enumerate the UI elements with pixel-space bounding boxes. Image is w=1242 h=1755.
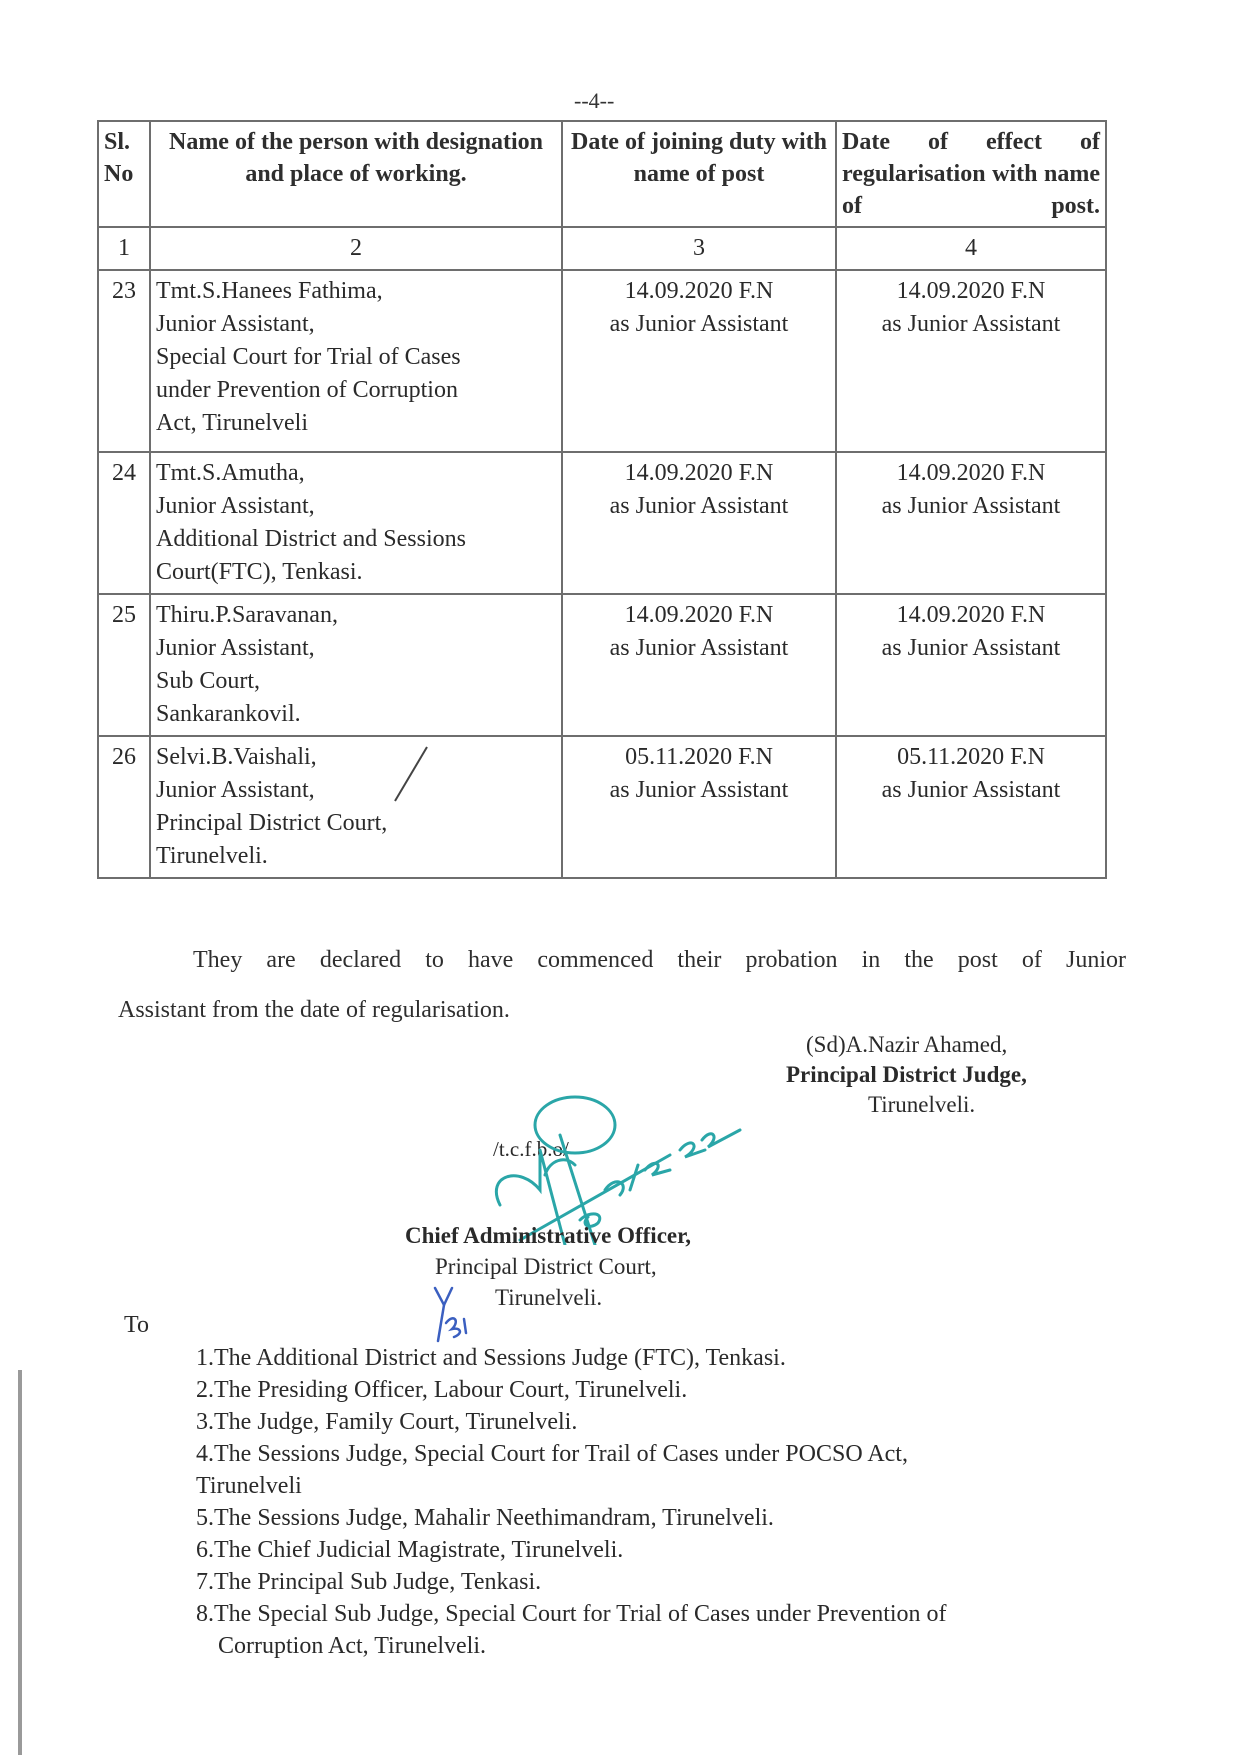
joining-post: as Junior Assistant	[609, 493, 789, 519]
judge-title: Principal District Judge,	[786, 1062, 1027, 1087]
table-row	[98, 736, 1106, 878]
to-label: To	[124, 1312, 149, 1338]
joining-date: 05.11.2020 F.N	[625, 744, 773, 770]
person-name: Thiru.P.Saravanan,	[156, 602, 338, 628]
joining-cell	[562, 736, 836, 878]
workplace-line: Act, Tirunelveli	[156, 410, 309, 436]
scan-edge-mark	[18, 1370, 22, 1755]
person-details	[150, 736, 562, 878]
recipient-text: 1.The Additional District and Sessions Judge (FTC), Tenkasi.	[196, 1345, 786, 1371]
recipient-text: 4.The Sessions Judge, Special Court for Trail of Cases under POCSO Act,	[196, 1441, 908, 1467]
judge-signature-block	[786, 1030, 1086, 1120]
regularisation-post: as Junior Assistant	[881, 777, 1061, 803]
regularisation-cell	[836, 452, 1106, 594]
designation: Junior Assistant,	[156, 635, 315, 661]
header-regularisation-date: Date of effect of regularisation with name of post.	[836, 121, 1106, 227]
regularisation-date: 05.11.2020 F.N	[897, 744, 1045, 770]
workplace-line: Special Court for Trial of Cases	[156, 344, 461, 370]
workplace-line: under Prevention of Corruption	[156, 377, 458, 403]
list-item	[196, 1342, 1096, 1374]
list-item	[196, 1406, 1096, 1438]
tick-mark-icon	[391, 745, 431, 805]
serial-number: 25	[98, 594, 150, 736]
joining-cell	[562, 594, 836, 736]
regularisation-cell	[836, 270, 1106, 452]
judge-name: (Sd)A.Nazir Ahamed,	[806, 1032, 1008, 1057]
header-name: Name of the person with designation and place of working.	[150, 121, 562, 227]
joining-post: as Junior Assistant	[609, 635, 789, 661]
officer-title: Chief Administrative Officer,	[405, 1223, 691, 1248]
joining-post: as Junior Assistant	[609, 311, 789, 337]
workplace-line: Tirunelveli.	[156, 843, 268, 869]
regularisation-cell	[836, 736, 1106, 878]
recipient-text-continued: Tirunelveli	[196, 1473, 302, 1499]
regularisation-date: 14.09.2020 F.N	[896, 460, 1046, 486]
table-row	[98, 594, 1106, 736]
recipient-text: 5.The Sessions Judge, Mahalir Neethimandram, Tirunelveli.	[196, 1505, 774, 1531]
joining-cell	[562, 270, 836, 452]
officer-place: Tirunelveli.	[495, 1285, 603, 1310]
list-item	[196, 1438, 1096, 1502]
list-item	[196, 1534, 1096, 1566]
recipient-text: 7.The Principal Sub Judge, Tenkasi.	[196, 1569, 542, 1595]
table-row	[98, 452, 1106, 594]
serial-number: 26	[98, 736, 150, 878]
workplace-line: Sankarankovil.	[156, 701, 301, 727]
list-item	[196, 1598, 1096, 1662]
recipient-text: 2.The Presiding Officer, Labour Court, Tirunelveli.	[196, 1377, 688, 1403]
designation: Junior Assistant,	[156, 777, 315, 803]
person-name: Tmt.S.Amutha,	[156, 460, 305, 486]
declaration-line-1: They are declared to have commenced their probation in the post of Junior	[193, 947, 1126, 973]
joining-post: as Junior Assistant	[609, 777, 789, 803]
person-name: Selvi.B.Vaishali,	[156, 744, 317, 770]
regularisation-cell	[836, 594, 1106, 736]
column-number: 4	[836, 227, 1106, 270]
person-details	[150, 452, 562, 594]
regularisation-post: as Junior Assistant	[881, 311, 1061, 337]
workplace-line: Additional District and Sessions	[156, 526, 466, 552]
workplace-line: Sub Court,	[156, 668, 261, 694]
header-sl-no: Sl. No	[98, 121, 150, 227]
joining-cell	[562, 452, 836, 594]
recipient-text: 8.The Special Sub Judge, Special Court for Trial of Cases under Prevention of	[196, 1601, 947, 1627]
joining-date: 14.09.2020 F.N	[624, 278, 774, 304]
designation: Junior Assistant,	[156, 311, 315, 337]
declaration-line-2: Assistant from the date of regularisation.	[118, 997, 510, 1023]
column-number: 1	[98, 227, 150, 270]
column-number-row	[98, 227, 1106, 270]
list-item	[196, 1502, 1096, 1534]
recipient-text: 3.The Judge, Family Court, Tirunelveli.	[196, 1409, 578, 1435]
officer-court: Principal District Court,	[435, 1254, 657, 1279]
person-details	[150, 270, 562, 452]
page-number: --4--	[574, 88, 615, 113]
list-item	[196, 1374, 1096, 1406]
designation: Junior Assistant,	[156, 493, 315, 519]
regularisation-table	[97, 120, 1107, 879]
recipient-text-continued: Corruption Act, Tirunelveli.	[218, 1633, 487, 1659]
column-number: 3	[562, 227, 836, 270]
list-item	[196, 1566, 1096, 1598]
person-details	[150, 594, 562, 736]
judge-place: Tirunelveli.	[868, 1092, 976, 1117]
regularisation-post: as Junior Assistant	[881, 493, 1061, 519]
recipients-list	[196, 1342, 1096, 1662]
regularisation-post: as Junior Assistant	[881, 635, 1061, 661]
header-joining-date: Date of joining duty with name of post	[562, 121, 836, 227]
declaration-paragraph	[118, 935, 1126, 1035]
joining-date: 14.09.2020 F.N	[624, 460, 774, 486]
serial-number: 24	[98, 452, 150, 594]
regularisation-date: 14.09.2020 F.N	[896, 602, 1046, 628]
recipient-text: 6.The Chief Judicial Magistrate, Tirunelveli.	[196, 1537, 624, 1563]
regularisation-date: 14.09.2020 F.N	[896, 278, 1046, 304]
column-number: 2	[150, 227, 562, 270]
person-name: Tmt.S.Hanees Fathima,	[156, 278, 383, 304]
workplace-line: Court(FTC), Tenkasi.	[156, 559, 363, 585]
workplace-line: Principal District Court,	[156, 810, 388, 836]
serial-number: 23	[98, 270, 150, 452]
table-header-row	[98, 121, 1106, 227]
table-row	[98, 270, 1106, 452]
true-copy-mark: /t.c.f.b.o/	[493, 1137, 569, 1161]
joining-date: 14.09.2020 F.N	[624, 602, 774, 628]
initials-mark-icon	[430, 1283, 480, 1348]
